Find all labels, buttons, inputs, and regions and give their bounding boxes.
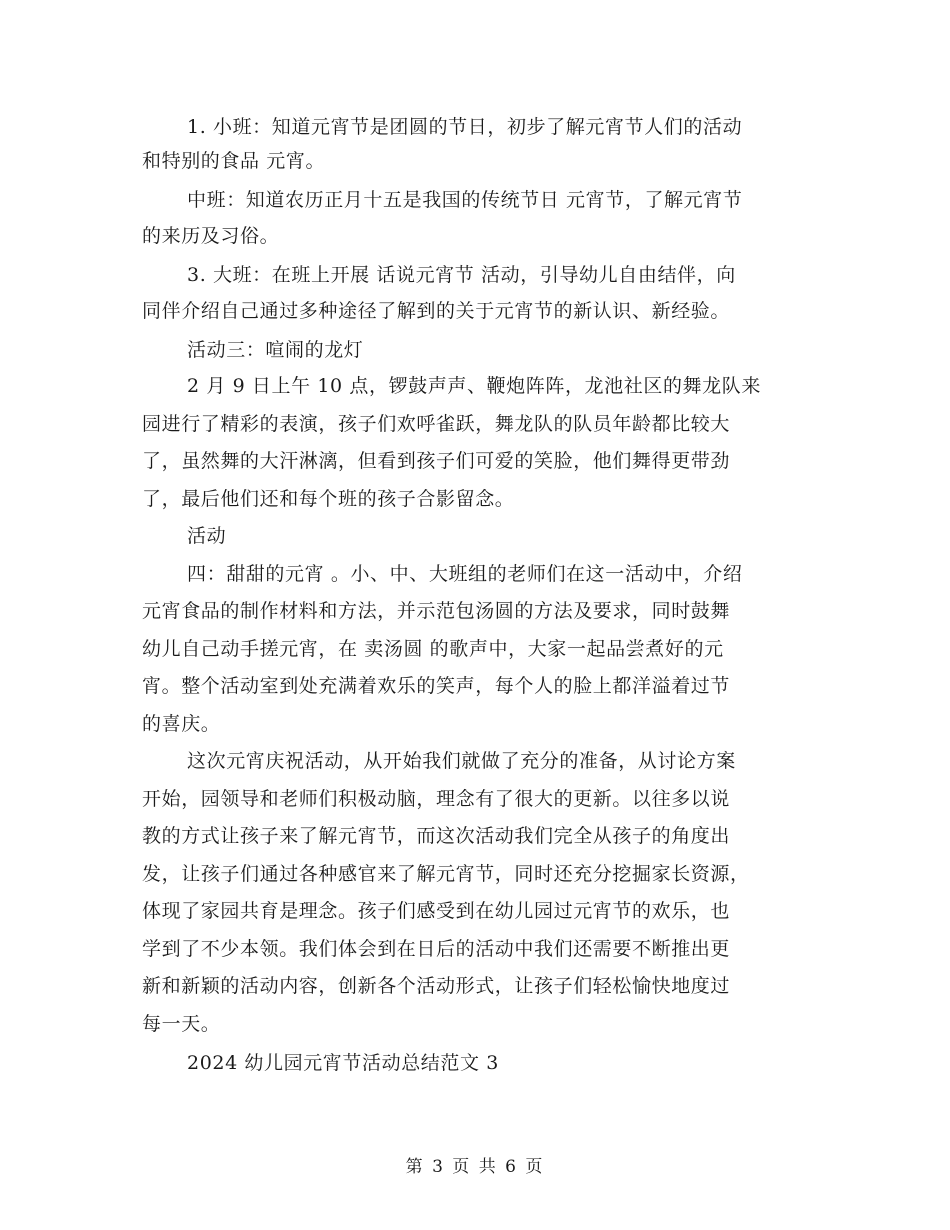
paragraph-line: 中班：知道农历正月十五是我国的传统节日 元宵节，了解元宵节 bbox=[187, 189, 743, 211]
paragraph-line: 教的方式让孩子来了解元宵节，而这次活动我们完全从孩子的角度出 bbox=[142, 825, 731, 847]
paragraph-line: 体现了家园共育是理念。孩子们感受到在幼儿园过元宵节的欢乐，也 bbox=[142, 900, 731, 922]
paragraph-line: 同伴介绍自己通过多种途径了解到的关于元宵节的新认识、新经验。 bbox=[142, 300, 731, 322]
paragraph-line: 2 月 9 日上午 10 点，锣鼓声声、鞭炮阵阵，龙池社区的舞龙队来 bbox=[187, 375, 761, 397]
paragraph-line: 1. 小班：知道元宵节是团圆的节日，初步了解元宵节人们的活动 bbox=[187, 116, 743, 138]
paragraph-line: 了，虽然舞的大汗淋漓，但看到孩子们可爱的笑脸，他们舞得更带劲 bbox=[142, 450, 731, 472]
paragraph-line: 宵。整个活动室到处充满着欢乐的笑声，每个人的脸上都洋溢着过节 bbox=[142, 675, 731, 697]
paragraph-line: 幼儿自己动手搓元宵，在 卖汤圆 的歌声中，大家一起品尝煮好的元 bbox=[142, 638, 724, 660]
paragraph-line: 园进行了精彩的表演，孩子们欢呼雀跃，舞龙队的队员年龄都比较大 bbox=[142, 413, 731, 435]
paragraph-line: 学到了不少本领。我们体会到在日后的活动中我们还需要不断推出更 bbox=[142, 938, 731, 960]
paragraph-line: 每一天。 bbox=[142, 1013, 221, 1035]
paragraph-line: 和特别的食品 元宵。 bbox=[142, 150, 326, 172]
paragraph-line: 3. 大班：在班上开展 话说元宵节 活动，引导幼儿自由结伴，向 bbox=[187, 264, 736, 286]
paragraph-line: 发，让孩子们通过各种感官来了解元宵节，同时还充分挖掘家长资源， bbox=[142, 863, 750, 885]
paragraph-line: 元宵食品的制作材料和方法，并示范包汤圆的方法及要求，同时鼓舞 bbox=[142, 600, 731, 622]
paragraph-line: 了，最后他们还和每个班的孩子合影留念。 bbox=[142, 488, 515, 510]
paragraph-line: 开始，园领导和老师们积极动脑，理念有了很大的更新。以往多以说 bbox=[142, 788, 731, 810]
section-heading: 活动三：喧闹的龙灯 bbox=[187, 339, 364, 361]
paragraph-line: 四：甜甜的元宵 。小、中、大班组的老师们在这一活动中，介绍 bbox=[187, 563, 743, 585]
page-number-footer: 第 3 页 共 6 页 bbox=[405, 1157, 545, 1177]
paragraph-line: 的来历及习俗。 bbox=[142, 225, 280, 247]
paragraph-line: 的喜庆。 bbox=[142, 713, 221, 735]
section-heading: 活动 bbox=[187, 525, 227, 547]
paragraph-line: 这次元宵庆祝活动，从开始我们就做了充分的准备，从讨论方案 bbox=[187, 750, 736, 772]
paragraph-line: 新和新颖的活动内容，创新各个活动形式，让孩子们轻松愉快地度过 bbox=[142, 975, 731, 997]
section-title: 2024 幼儿园元宵节活动总结范文 3 bbox=[187, 1052, 499, 1074]
